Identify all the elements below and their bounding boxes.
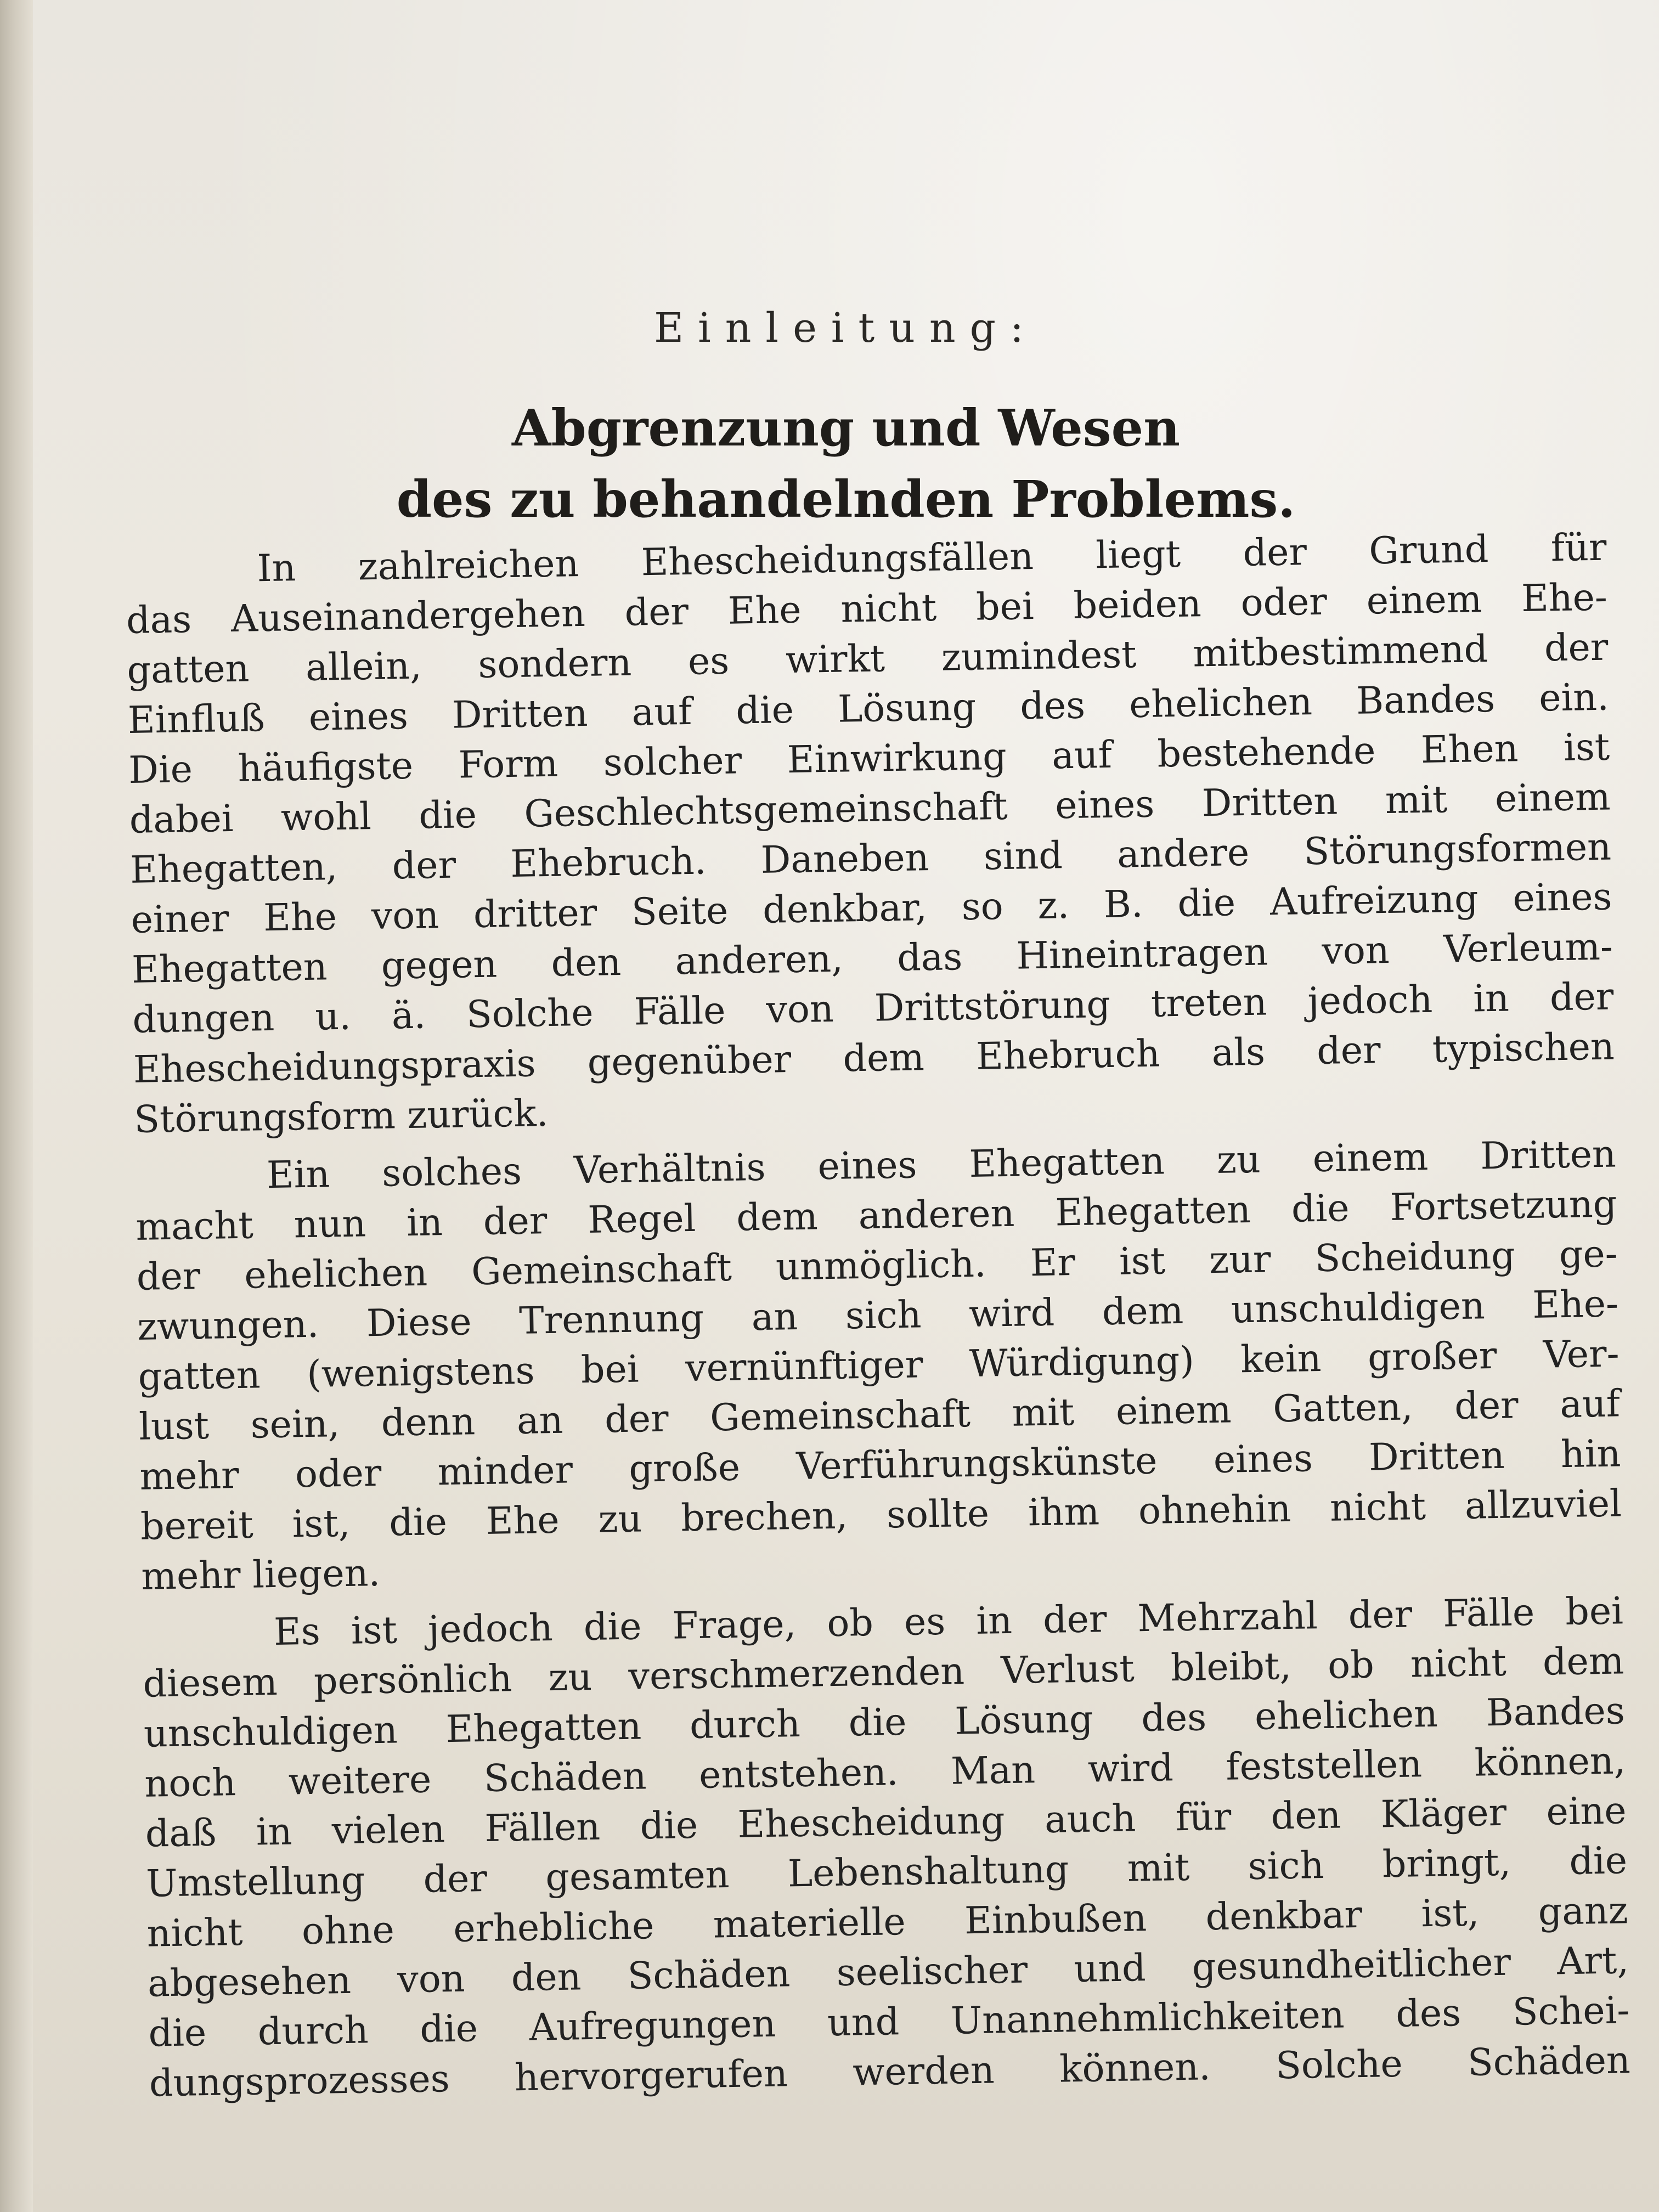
text-line: mehr oder minder große Verführungskünste eines Dritten hin <box>139 1432 1621 1499</box>
text-line: zwungen. Diese Trennung an sich wird dem unschuldigen Ehe- <box>137 1282 1619 1349</box>
text-line: Ein solches Verhältnis eines Ehegatten zu einem Dritten <box>266 1132 1617 1198</box>
chapter-title-line-1: Abgrenzung und Wesen <box>511 398 1180 458</box>
text-line: einer Ehe von dritter Seite denkbar, so z. B. die Aufreizung eines <box>131 875 1613 942</box>
text-line: daß in vielen Fällen die Ehescheidung auch für den Kläger eine <box>145 1789 1627 1856</box>
text-line: dungsprozesses hervorgerufen werden können. Solche Schäden <box>149 2039 1631 2106</box>
text-line: gatten allein, sondern es wirkt zumindest mitbestimmend der <box>126 625 1609 692</box>
text-line: Störungsform zurück. <box>133 1092 549 1142</box>
text-line: Die häufigste Form solcher Einwirkung auf bestehende Ehen ist <box>128 725 1610 792</box>
text-line: Umstellung der gesamten Lebenshaltung mit sich bringt, die <box>145 1839 1628 1906</box>
text-line: Ehegatten, der Ehebruch. Daneben sind andere Störungsformen <box>129 825 1612 892</box>
text-line: In zahlreichen Ehescheidungsfällen liegt der Grund für <box>257 526 1607 591</box>
chapter-title <box>33 392 1659 535</box>
text-line: diesem persönlich zu verschmerzenden Verlust bleibt, ob nicht dem <box>142 1639 1624 1706</box>
book-page <box>33 0 1659 2212</box>
text-line: dungen u. ä. Solche Fälle von Drittstörung treten jedoch in der <box>132 975 1614 1042</box>
text-line: Einfluß eines Dritten auf die Lösung des ehelichen Bandes ein. <box>127 675 1610 742</box>
text-line: macht nun in der Regel dem anderen Ehegatten die Fortsetzung <box>135 1182 1617 1249</box>
page-gutter-shadow <box>0 0 33 2212</box>
text-line: der ehelichen Gemeinschaft unmöglich. Er ist zur Scheidung ge- <box>136 1232 1618 1299</box>
paragraph-2 <box>134 1129 1623 1601</box>
paragraph-3 <box>142 1586 1630 2108</box>
text-line: abgesehen von den Schäden seelischer und gesundheitlicher Art, <box>147 1939 1629 2006</box>
text-line: unschuldigen Ehegatten durch die Lösung des ehelichen Bandes <box>143 1689 1626 1756</box>
text-line: nicht ohne erhebliche materielle Einbußen denkbar ist, ganz <box>146 1889 1629 1956</box>
text-line: das Auseinandergehen der Ehe nicht bei beiden oder einem Ehe- <box>126 575 1608 642</box>
text-line: die durch die Aufregungen und Unannehmlichkeiten des Schei- <box>148 1989 1630 2056</box>
text-line: lust sein, denn an der Gemeinschaft mit einem Gatten, der auf <box>138 1382 1621 1449</box>
text-line: Es ist jedoch die Frage, ob es in der Mehrzahl der Fälle bei <box>273 1589 1624 1654</box>
body-text <box>125 523 1631 2117</box>
chapter-title-line-2: des zu behandelnden Problems. <box>396 470 1296 529</box>
text-line: mehr liegen. <box>140 1551 381 1599</box>
text-line: gatten (wenigstens bei vernünftiger Würdigung) kein großer Ver- <box>138 1332 1620 1399</box>
text-line: bereit ist, die Ehe zu brechen, sollte ihm ohnehin nicht allzuviel <box>140 1482 1622 1549</box>
section-label: Einleitung: <box>654 304 1038 352</box>
text-line: Ehescheidungspraxis gegenüber dem Ehebruch als der typischen <box>133 1025 1615 1092</box>
text-line: Ehegatten gegen den anderen, das Hineintragen von Verleum- <box>131 925 1613 992</box>
paragraph-1 <box>125 523 1616 1145</box>
text-line: noch weitere Schäden entstehen. Man wird feststellen können, <box>144 1739 1626 1806</box>
text-line: dabei wohl die Geschlechtsgemeinschaft eines Dritten mit einem <box>129 775 1611 842</box>
